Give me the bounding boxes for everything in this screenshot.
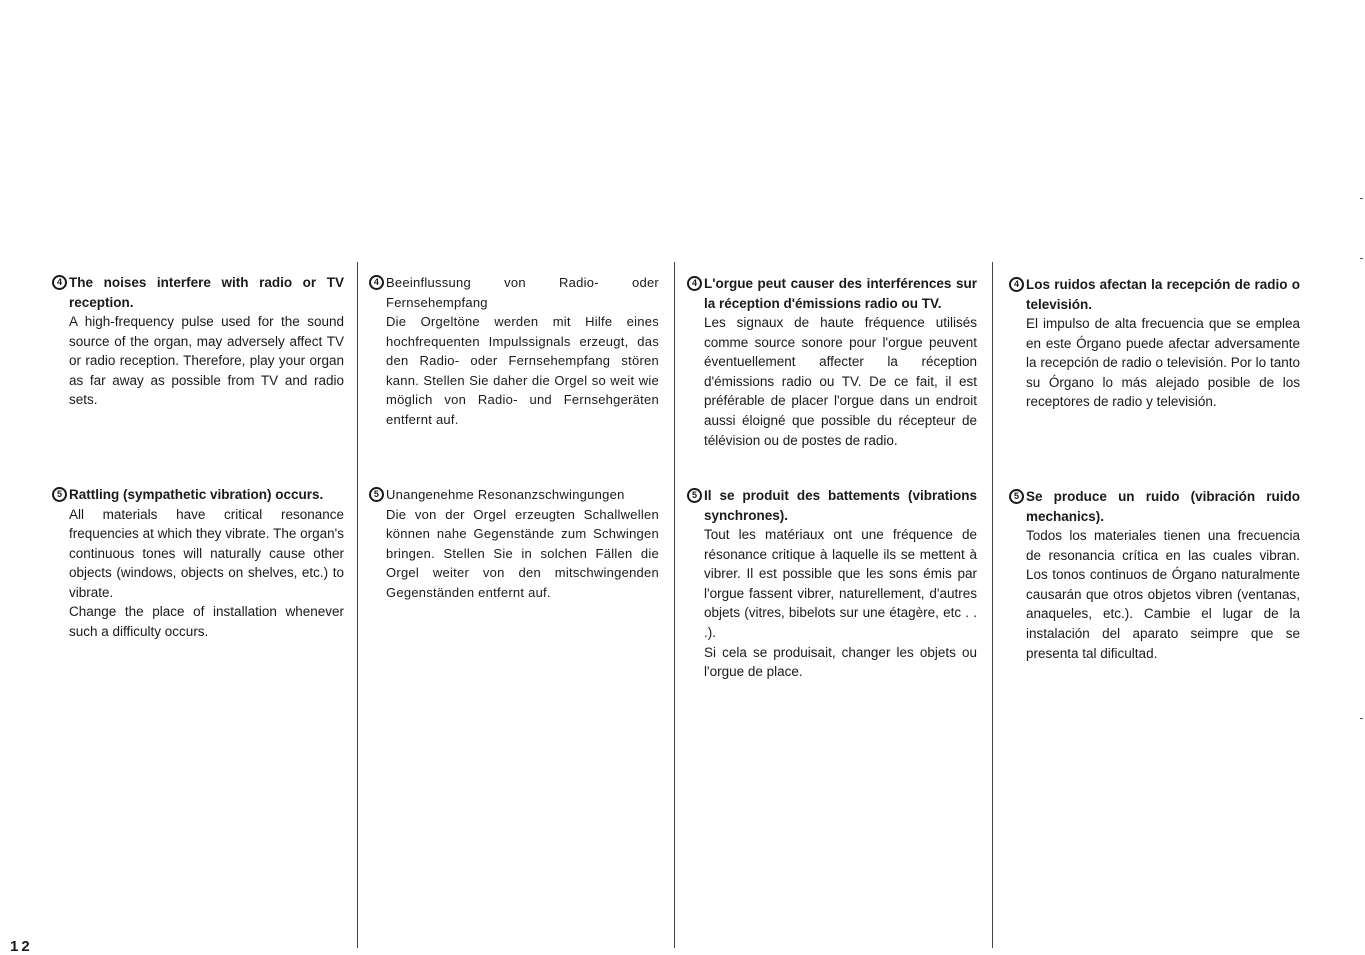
section-heading: [687, 274, 977, 313]
section-body: [386, 312, 659, 430]
section-heading: [687, 486, 977, 525]
section-heading: [1009, 487, 1300, 526]
section-body: [69, 312, 344, 410]
section-title: Los ruidos afectan la recepción de radio o televisión.: [1026, 277, 1300, 312]
column-divider: [674, 262, 675, 948]
paragraph: All materials have critical resonance frequencies at which they vibrate. The organ's continuous tones will naturally cause other objects (windows, objects on shelves, etc.) to vibrate.: [69, 506, 344, 600]
section-5-spanish: [1009, 487, 1300, 663]
paragraph: Les signaux de haute fréquence utilisés comme source sonore pour l'orgue peuvent éventuellement affecter la réception d'émissions radio ou TV. De ce fait, il est préférable de placer l'orgue dans un endroit aussi éloigné que possible du récepteur de télévision ou de postes de radio.: [704, 315, 977, 448]
section-title: Se produce un ruido (vibración ruido mechanics).: [1026, 489, 1300, 524]
number-5-icon: 5: [1009, 489, 1024, 504]
paragraph: Die Orgeltöne werden mit Hilfe eines hochfrequenten Impulssignals erzeugt, das den Radio- oder Fernsehempfang stören kann. Stellen Sie daher die Orgel so weit wie möglich von Radio- und Fernsehgeräten entfernt auf.: [386, 314, 659, 427]
number-4-icon: 4: [52, 275, 67, 290]
section-4-spanish: [1009, 275, 1300, 412]
section-4-german: [369, 273, 659, 430]
section-body: [704, 525, 977, 682]
paragraph: Change the place of installation whenever such a difficulty occurs.: [69, 604, 344, 640]
number-4-icon: 4: [1009, 277, 1024, 292]
number-5-icon: 5: [687, 488, 702, 503]
section-5-french: [687, 486, 977, 682]
section-body: [1026, 526, 1300, 663]
section-title: Il se produit des battements (vibrations synchrones).: [704, 488, 977, 523]
page-number: 12: [10, 938, 33, 955]
number-4-icon: 4: [369, 275, 384, 290]
column-divider: [992, 262, 993, 948]
paragraph: A high-frequency pulse used for the sound source of the organ, may adversely affect TV or radio reception. Therefore, play your organ as far away as possible from TV and radio sets.: [69, 314, 344, 408]
section-heading: [1009, 275, 1300, 314]
section-title: L'orgue peut causer des interférences sur la réception d'émissions radio ou TV.: [704, 276, 977, 311]
paragraph: El impulso de alta frecuencia que se emplea en este Órgano puede afectar adversamente la recepción de radio o televisión. Por lo tanto su Órgano lo más alejado posible de los receptores de radio y televisión.: [1026, 316, 1300, 410]
section-body: [704, 313, 977, 450]
section-body: [1026, 314, 1300, 412]
number-5-icon: 5: [52, 487, 67, 502]
section-heading: [369, 485, 659, 505]
paragraph: Todos los materiales tienen una frecuencia de resonancia crítica en las cuales vibran. Los tonos continuos de Órgano naturalmente causarán que otros objetos vibren (ventanas, anaqueles, etc.). Cambie el lugar de la instalación del aparato seimpre que se presenta tal dificultad.: [1026, 528, 1300, 661]
paragraph: Die von der Orgel erzeugten Schallwellen können nahe Gegenstände zum Schwingen bringen. Stellen Sie in solchen Fällen die Orgel weiter von den mitschwingenden Gegenständen entfernt auf.: [386, 506, 659, 600]
section-heading: [52, 273, 344, 312]
edge-mark: [1360, 718, 1363, 719]
number-5-icon: 5: [369, 487, 384, 502]
section-body: [69, 505, 344, 642]
section-body: [386, 505, 659, 603]
section-title: Rattling (sympathetic vibration) occurs.: [69, 487, 324, 502]
number-4-icon: 4: [687, 276, 702, 291]
section-4-french: [687, 274, 977, 450]
column-divider: [357, 262, 358, 948]
section-title: Beeinflussung von Radio- oder Fernsehempfang: [386, 275, 659, 310]
edge-mark: [1360, 198, 1363, 199]
section-title: The noises interfere with radio or TV reception.: [69, 275, 344, 310]
section-heading: [369, 273, 659, 312]
paragraph: Si cela se produisait, changer les objets ou l'orgue de place.: [704, 644, 977, 680]
edge-mark: [1360, 258, 1363, 259]
paragraph: Tout les matériaux ont une fréquence de résonance critique à laquelle ils se mettent à vibrer. Il est possible que les sons émis par l'orgue fassent vibrer, naturellement, d'autres objets (vitres, bibelots sur une étagère, etc . . .).: [704, 527, 977, 640]
section-4-english: [52, 273, 344, 410]
section-title: Unangenehme Resonanzschwingungen: [386, 487, 625, 502]
section-5-german: [369, 485, 659, 602]
section-heading: [52, 485, 344, 505]
section-5-english: [52, 485, 344, 642]
